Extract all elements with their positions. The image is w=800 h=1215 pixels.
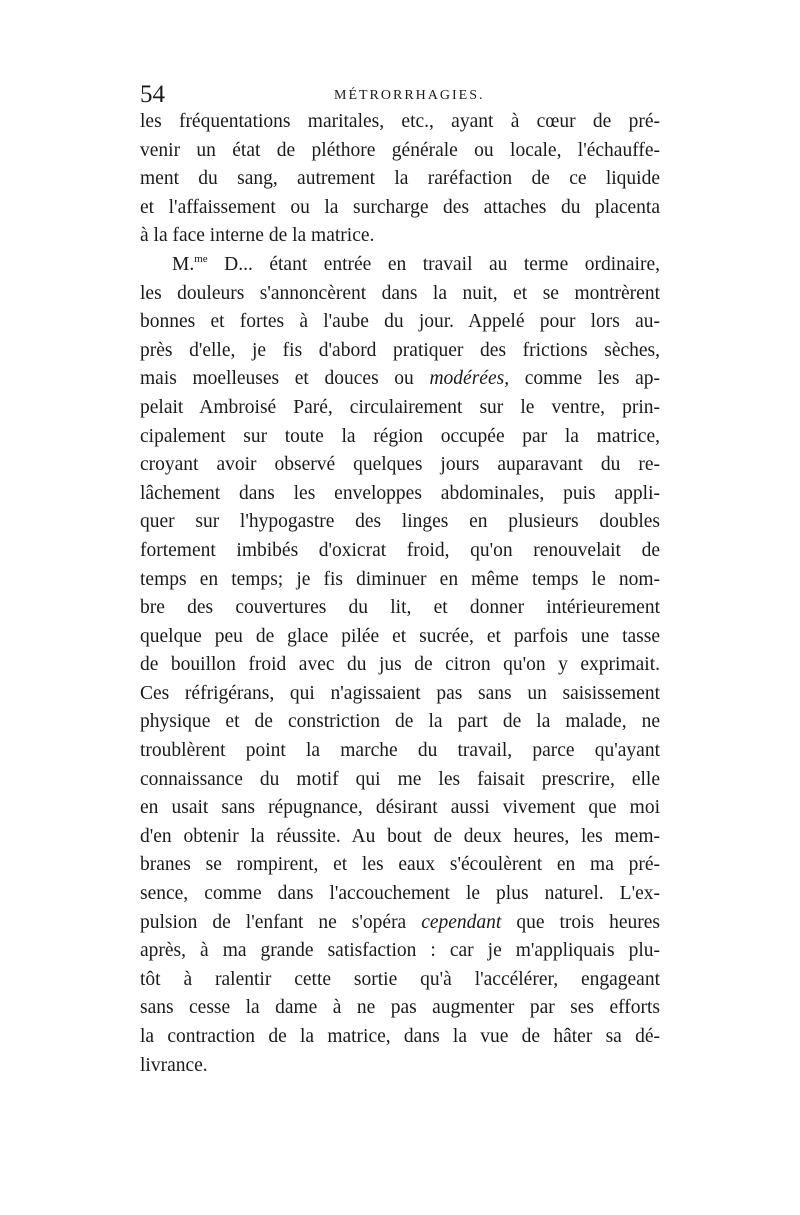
page-number: 54 — [140, 81, 165, 108]
text-fragment: comme les ap- — [509, 368, 660, 390]
text-line: venir un état de pléthore générale ou locale, l'échauffe- — [140, 139, 660, 161]
text-line: près d'elle, je fis d'abord pratiquer des frictions sèches, — [140, 339, 660, 361]
text-line — [140, 365, 660, 394]
text-line: fortement imbibés d'oxicrat froid, qu'on renouvelait de — [140, 539, 660, 561]
text-fragment: D... étant entrée en travail au terme ordinaire, — [207, 253, 660, 275]
text-fragment: mais moelleuses et douces ou — [140, 368, 430, 390]
text-line: Ces réfrigérans, qui n'agissaient pas sans un saisissement — [140, 682, 660, 704]
page-header — [140, 80, 660, 110]
text-line: les douleurs s'annoncèrent dans la nuit, et se montrèrent — [140, 282, 660, 304]
text-line: la contraction de la matrice, dans la vue de hâter sa dé- — [140, 1026, 660, 1047]
italic-word: cependant — [421, 911, 502, 933]
text-fragment: que trois heures — [501, 911, 660, 933]
superscript: me — [194, 252, 208, 265]
text-line: quelque peu de glace pilée et sucrée, et parfois une tasse — [140, 625, 660, 647]
text-line: croyant avoir observé quelques jours auparavant du re- — [140, 454, 660, 476]
text-line: à la face interne de la matrice. — [140, 225, 375, 247]
text-line — [140, 251, 660, 280]
salutation: M. — [172, 253, 195, 275]
italic-word: modérées, — [429, 368, 510, 390]
body-text — [140, 108, 660, 1080]
text-line: tôt à ralentir cette sortie qu'à l'accélérer, engageant — [140, 968, 660, 990]
text-line: temps en temps; je fis diminuer en même temps le nom- — [140, 568, 660, 590]
text-line: de bouillon froid avec du jus de citron qu'on y exprimait. — [140, 654, 660, 676]
text-line: lâchement dans les enveloppes abdominales, puis appli- — [140, 482, 660, 504]
text-line: bre des couvertures du lit, et donner intérieurement — [140, 597, 660, 619]
text-line: connaissance du motif qui me les faisait prescrire, elle — [140, 768, 660, 790]
text-line: les fréquentations maritales, etc., ayant à cœur de pré- — [140, 111, 660, 132]
text-line: et l'affaissement ou la surcharge des attaches du placenta — [140, 196, 660, 218]
text-line: sans cesse la dame à ne pas augmenter par ses efforts — [140, 997, 660, 1019]
text-line: ment du sang, autrement la raréfaction de ce liquide — [140, 168, 660, 190]
text-line: physique et de constriction de la part de la malade, ne — [140, 711, 660, 733]
text-line — [140, 909, 660, 938]
text-line: bonnes et fortes à l'aube du jour. Appelé pour lors au- — [140, 311, 660, 333]
text-line: d'en obtenir la réussite. Au bout de deux heures, les mem- — [140, 825, 660, 847]
text-fragment: pulsion de l'enfant ne s'opéra — [140, 911, 422, 933]
text-line: branes se rompirent, et les eaux s'écoulèrent en ma pré- — [140, 854, 660, 876]
text-line: livrance. — [140, 1054, 208, 1076]
text-line: pelait Ambroisé Paré, circulairement sur le ventre, prin- — [140, 396, 660, 418]
text-line: quer sur l'hypogastre des linges en plusieurs doubles — [140, 511, 660, 533]
text-line: cipalement sur toute la région occupée par la matrice, — [140, 425, 660, 447]
text-line: après, à ma grande satisfaction : car je m'appliquais plu- — [140, 940, 660, 962]
text-line: sence, comme dans l'accouchement le plus naturel. L'ex- — [140, 883, 660, 905]
text-line: troublèrent point la marche du travail, parce qu'ayant — [140, 740, 660, 762]
running-head: MÉTRORRHAGIES. — [334, 88, 485, 103]
text-line: en usait sans répugnance, désirant aussi vivement que moi — [140, 797, 660, 819]
